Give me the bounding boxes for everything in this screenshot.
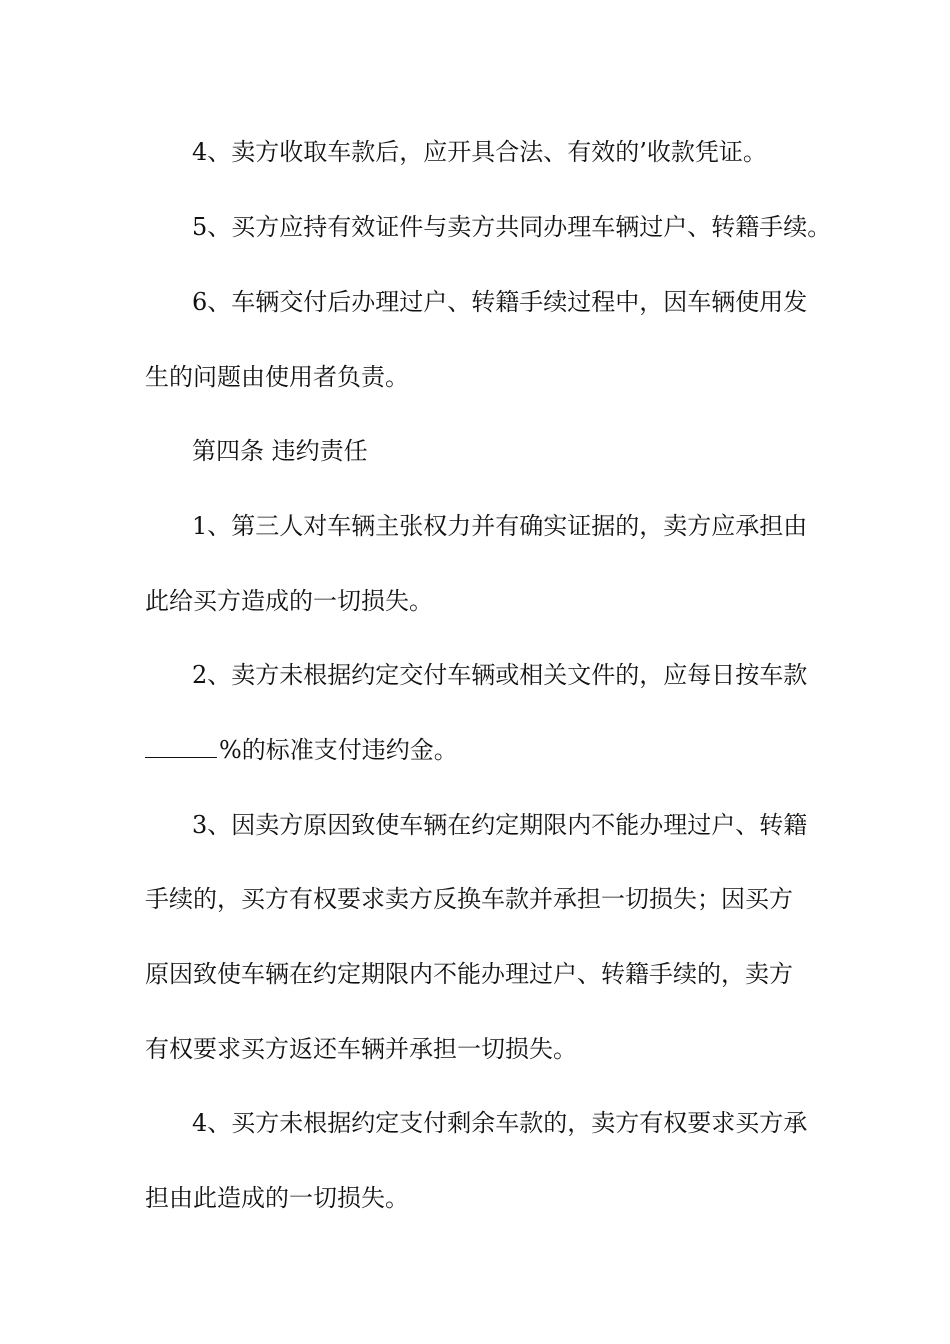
- paragraph-line: 2、卖方未根据约定交付车辆或相关文件的，应每日按车款: [192, 661, 808, 689]
- paragraph-line: 4、卖方收取车款后，应开具合法、有效的’收款凭证。: [192, 138, 767, 166]
- paragraph-line-text: %的标准支付违约金。: [219, 736, 458, 764]
- paragraph-line: 原因致使车辆在约定期限内不能办理过户、转籍手续的，卖方: [145, 960, 793, 988]
- fill-in-blank: [145, 735, 217, 758]
- paragraph-line: 4、买方未根据约定支付剩余车款的，卖方有权要求买方承: [192, 1109, 808, 1137]
- paragraph-line: 此给买方造成的一切损失。: [145, 587, 433, 615]
- paragraph-line: 担由此造成的一切损失。: [145, 1184, 409, 1212]
- paragraph-line: 手续的，买方有权要求卖方反换车款并承担一切损失；因买方: [145, 885, 793, 913]
- paragraph-line: 1、第三人对车辆主张权力并有确实证据的，卖方应承担由: [192, 512, 808, 540]
- paragraph-line: 5、买方应持有效证件与卖方共同办理车辆过户、转籍手续。: [192, 213, 832, 241]
- paragraph-line: 6、车辆交付后办理过户、转籍手续过程中，因车辆使用发: [192, 288, 808, 316]
- paragraph-line: 有权要求买方返还车辆并承担一切损失。: [145, 1035, 577, 1063]
- paragraph-line-with-blank: [145, 730, 825, 770]
- paragraph-line: 生的问题由使用者负责。: [145, 363, 409, 391]
- section-heading: 第四条 违约责任: [192, 437, 368, 465]
- paragraph-line: 3、因卖方原因致使车辆在约定期限内不能办理过户、转籍: [192, 811, 808, 839]
